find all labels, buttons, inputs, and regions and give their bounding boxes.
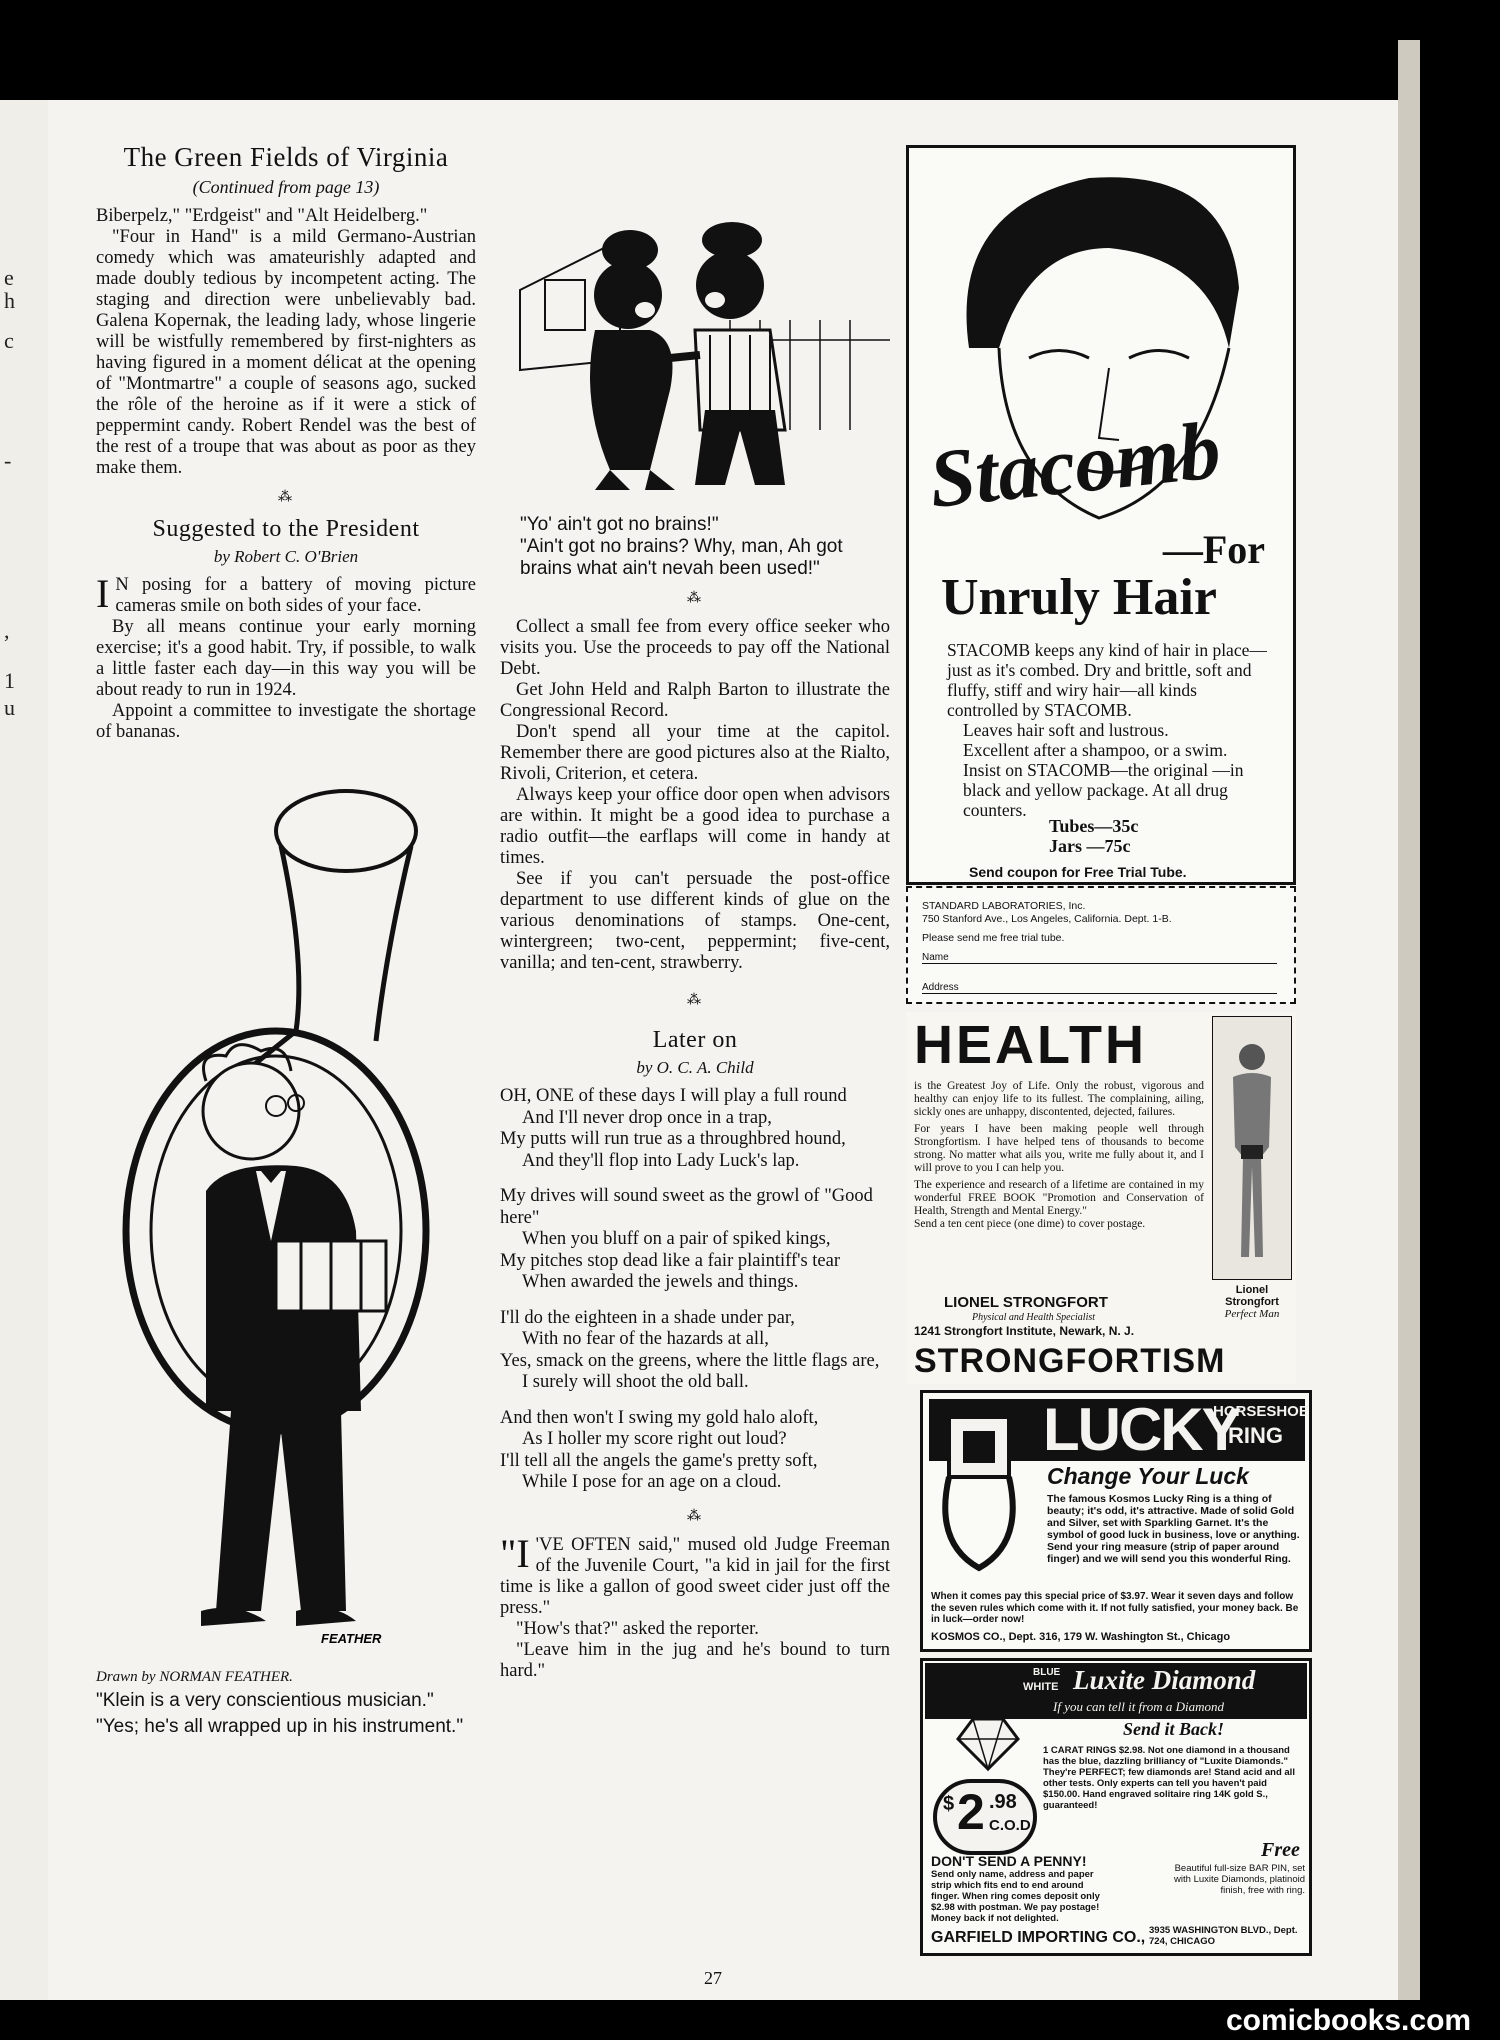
ad-label: WHITE <box>1023 1681 1059 1693</box>
poem-line: And they'll flop into Lady Luck's lap. <box>522 1150 800 1171</box>
ad-body: Leaves hair soft and lustrous. <box>963 720 1169 740</box>
poem-line: And I'll never drop once in a trap, <box>522 1107 772 1128</box>
advertiser-address: 3935 WASHINGTON BLVD., Dept. 724, CHICAGO <box>1149 1925 1298 1947</box>
margin-fragment: e <box>4 265 14 290</box>
continued-note: (Continued from page 13) <box>192 177 380 197</box>
margin-fragment: u <box>4 695 15 720</box>
poem-line: My pitches stop dead like a fair plaintiff's tear <box>500 1250 841 1271</box>
poem-line: As I holler my score right out loud? <box>522 1429 787 1449</box>
strongfort-photo <box>1212 1016 1292 1280</box>
diamond-ring-icon <box>943 1709 1033 1789</box>
coupon-company: STANDARD LABORATORIES, Inc. <box>922 900 1086 912</box>
ornament: ⁂ <box>278 490 294 505</box>
price-badge <box>933 1779 1037 1855</box>
paragraph: Get John Held and Ralph Barton to illustrate the Congressional Record. <box>500 680 890 721</box>
cartoon-caption: "Yes; he's all wrapped up in his instrument." <box>96 1716 464 1737</box>
ad-body: Send a ten cent piece (one dime) to cover postage. <box>914 1218 1146 1230</box>
cartoon-caption: "Yo' ain't got no brains!" <box>520 514 719 535</box>
poem <box>500 1086 890 1494</box>
ad-body: Insist on STACOMB—the original —in black and yellow package. At all drug counters. <box>963 760 1244 820</box>
advertiser-address: 1241 Strongfort Institute, Newark, N. J. <box>914 1324 1135 1338</box>
byline: by Robert C. O'Brien <box>213 547 359 566</box>
margin-fragment: c <box>4 328 14 353</box>
stacomb-ad <box>906 145 1296 885</box>
ad-body: The famous Kosmos Lucky Ring is a thing of beauty; it's odd, it's attractive. Made of solid Gold and Silver, set with Sparkling Garnet. It's the symbol of good luck in business, love or anything. Send your ring measure (strip of paper around finger) and we will send you this wonderful Ring. <box>1047 1493 1300 1565</box>
paragraph: "Four in Hand" is a mild Germano-Austrian comedy which was amateurishly adapted and made doubly tedious by incompetent acting. The staging and direction were unbelievably bad. Galena Kopernak, the leading lady, whose lingerie will be wistfully remembered by first-nighters as having figured in a moment délicat at the opening of "Montmartre" a couple of seasons ago, sucked the rôle of the heroine as if it were a stick of peppermint candy. Robert Rendel was the best of the rest of a troupe that was about as poor as they make them. <box>96 227 476 478</box>
coupon-address: 750 Stanford Ave., Los Angeles, California. Dept. 1-B. <box>922 913 1172 925</box>
ad-body: Excellent after a shampoo, or a swim. <box>963 740 1228 760</box>
poem-line: When awarded the jewels and things. <box>522 1272 799 1292</box>
luxite-diamond-ad <box>920 1658 1312 1956</box>
paragraph: "How's that?" asked the reporter. <box>516 1618 759 1639</box>
strongfort-ad <box>906 1012 1296 1384</box>
paragraph: See if you can't persuade the post-office department to use different kinds of glue on the various denominations of stamps. One-cent, wintergreen; two-cent, peppermint; five-cent, vanilla; and ten-cent, strawberry. <box>500 869 890 973</box>
ring-illustration <box>929 1403 1039 1573</box>
advertiser-name: GARFIELD IMPORTING CO., <box>931 1929 1146 1946</box>
poem-line: My putts will run true as a throughbred hound, <box>500 1129 846 1149</box>
price-cod: C.O.D. <box>989 1817 1035 1834</box>
paragraph: Biberpelz," "Erdgeist" and "Alt Heidelberg." <box>96 206 428 226</box>
free-label: Free <box>1261 1839 1300 1861</box>
ad-subhead: DON'T SEND A PENNY! <box>931 1853 1087 1869</box>
ad-label: BLUE <box>1033 1667 1061 1678</box>
ad-headline: HEALTH <box>914 1015 1147 1075</box>
ad-subhead: —For <box>1162 527 1265 572</box>
ad-tagline: Send it Back! <box>1123 1719 1225 1739</box>
price-cents: .98 <box>989 1791 1017 1813</box>
poem-line: While I pose for an age on a cloud. <box>522 1472 782 1492</box>
coupon[interactable] <box>906 886 1296 1004</box>
ad-slogan: Change Your Luck <box>1047 1463 1249 1489</box>
margin-fragment: 1 <box>4 668 15 693</box>
margin-fragment: h <box>4 288 15 313</box>
poem-line: I'll tell all the angels the game's pretty soft, <box>500 1450 818 1471</box>
coupon-cta: Send coupon for Free Trial Tube. <box>969 864 1187 880</box>
lucky-ring-ad <box>920 1390 1312 1652</box>
advertiser-title: Physical and Health Specialist <box>972 1312 1096 1323</box>
photo-caption: Lionel <box>1235 1284 1269 1296</box>
poem-line: When you bluff on a pair of spiked kings, <box>522 1229 831 1249</box>
coupon-address-field[interactable]: Address <box>922 982 1277 994</box>
ad-subhead: RING <box>1228 1423 1283 1448</box>
price-amount: 2 <box>957 1784 985 1840</box>
poem-line: Yes, smack on the greens, where the little flags are, <box>500 1350 880 1371</box>
coupon-request: Please send me free trial tube. <box>922 932 1065 944</box>
ad-headline: Luxite Diamond <box>1073 1665 1256 1695</box>
two-men-cartoon <box>500 140 890 500</box>
price-tubes: Tubes—35c <box>1049 816 1139 836</box>
paragraph: Always keep your office door open when advisors are within. It might be a good idea to purchase a radio outfit—the earflaps will come in handy at times. <box>500 785 890 868</box>
photo-caption: Perfect Man <box>1224 1308 1280 1320</box>
paragraph: N posing for a battery of moving picture cameras smile on both sides of your face. <box>115 575 476 616</box>
ad-body: 1 CARAT RINGS $2.98. Not one diamond in a thousand has the blue, dazzling brilliancy of "Luxite Diamonds." They're PERFECT; few diamonds are! Stand acid and all other tests. Only experts can tell you haven't paid $150.00. Hand engraved solitaire ring 14K gold S., guaranteed! <box>1043 1745 1295 1811</box>
margin-fragment: - <box>4 448 12 473</box>
page-number: 27 <box>704 1968 722 1988</box>
ad-body: For years I have been making people well through Strongfortism. I have helped tens of thousands to become strong. No matter what ails you, write me fully about it, and I will prove to you I can help you. <box>914 1123 1204 1174</box>
stacomb-logo: Stacomb <box>924 404 1225 525</box>
illustration-credit: Drawn by NORMAN FEATHER. <box>96 1669 293 1685</box>
ad-body: STACOMB keeps any kind of hair in place—just as it's combed. Dry and brittle, soft and fluffy, stiff and wiry hair—all kinds controlled by STACOMB. <box>947 640 1267 720</box>
cartoon-caption: "Ain't got no brains? Why, man, Ah got brains what ain't nevah been used!" <box>520 536 843 579</box>
photo-caption: Strongfort <box>1225 1296 1279 1308</box>
poem-line: With no fear of the hazards at all, <box>522 1329 769 1349</box>
ad-headline: Unruly Hair <box>941 569 1217 626</box>
ad-subhead: HORSESHOE <box>1213 1403 1309 1420</box>
site-watermark: comicbooks.com <box>1226 2004 1472 2037</box>
ad-body: Send only name, address and paper strip which fits end to end around finger. When ring comes deposit only $2.98 with postman. We pay postage! Money back if not delighted. <box>931 1869 1100 1924</box>
column-middle <box>500 140 890 1682</box>
ad-tagline: If you can tell it from a Diamond <box>1053 1699 1225 1714</box>
ornament: ⁂ <box>687 993 703 1008</box>
poem-line: And then won't I swing my gold halo aloft, <box>500 1407 819 1428</box>
advertiser-address: KOSMOS CO., Dept. 316, 179 W. Washington St., Chicago <box>931 1631 1231 1643</box>
paragraph: 'VE OFTEN said," mused old Judge Freeman of the Juvenile Court, "a kid in jail for the first time is like a gallon of good sweet cider just off the press." <box>500 1534 890 1618</box>
tuba-player-illustration <box>96 771 476 1671</box>
ad-body: Beautiful full-size BAR PIN, set with Luxite Diamonds, platinoid finish, free with ring. <box>1174 1863 1305 1896</box>
ad-headline: LUCKY <box>1043 1396 1240 1463</box>
paragraph: Collect a small fee from every office seeker who visits you. Use the proceeds to pay off the National Debt. <box>500 617 890 679</box>
article-title: Suggested to the President <box>152 516 420 542</box>
coupon-name-field[interactable]: Name <box>922 952 1277 964</box>
book-spine <box>1398 40 1420 2000</box>
column-left <box>96 142 476 1738</box>
cartoon-caption: "Klein is a very conscientious musician." <box>96 1690 434 1711</box>
ornament: ⁂ <box>687 591 703 606</box>
ad-terms: When it comes pay this special price of $3.97. Wear it seven days and follow the seven rules which come with it. If not fully satisfied, your money back. Be in luck—order now! <box>931 1591 1299 1625</box>
price-jars: Jars —75c <box>1049 836 1131 856</box>
facing-page-edge <box>0 100 48 2000</box>
poem-title: Later on <box>652 1027 738 1053</box>
ad-body: is the Greatest Joy of Life. Only the robust, vigorous and healthy can enjoy life to its fullest. The complaining, ailing, sickly ones are unhappy, discontented, dejected, failures. <box>914 1080 1204 1118</box>
paragraph: Appoint a committee to investigate the shortage of bananas. <box>96 701 476 742</box>
paragraph: Don't spend all your time at the capitol. Remember there are good pictures also at the Rialto, Rivoli, Criterion, et cetera. <box>500 722 890 784</box>
poem-line: My drives will sound sweet as the growl of "Good here" <box>500 1186 873 1228</box>
margin-fragment: , <box>4 618 10 643</box>
artist-signature: FEATHER <box>321 1631 382 1646</box>
advertiser-name: LIONEL STRONGFORT <box>944 1294 1108 1311</box>
article-title: The Green Fields of Virginia <box>123 142 449 172</box>
ad-body: The experience and research of a lifetime are contained in my wonderful FREE BOOK "Promotion and Conservation of Health, Strength and Mental Energy." <box>914 1179 1204 1217</box>
price-dollar-sign: $ <box>943 1793 955 1815</box>
byline: by O. C. A. Child <box>636 1058 754 1077</box>
paragraph: By all means continue your early morning exercise; it's a good habit. Try, if possible, to walk a little faster each day—in this way you will be about ready to run in 1924. <box>96 617 476 700</box>
paragraph: "Leave him in the jug and he's bound to turn hard." <box>500 1639 890 1681</box>
poem-line: OH, ONE of these days I will play a full round <box>500 1086 847 1106</box>
ornament: ⁂ <box>687 1508 703 1524</box>
poem-line: I'll do the eighteen in a shade under par, <box>500 1307 795 1328</box>
drop-cap: I <box>96 571 110 616</box>
poem-line: I surely will shoot the old ball. <box>522 1372 749 1392</box>
brand-name: STRONGFORTISM <box>914 1342 1226 1380</box>
drop-cap: "I <box>500 1530 530 1576</box>
